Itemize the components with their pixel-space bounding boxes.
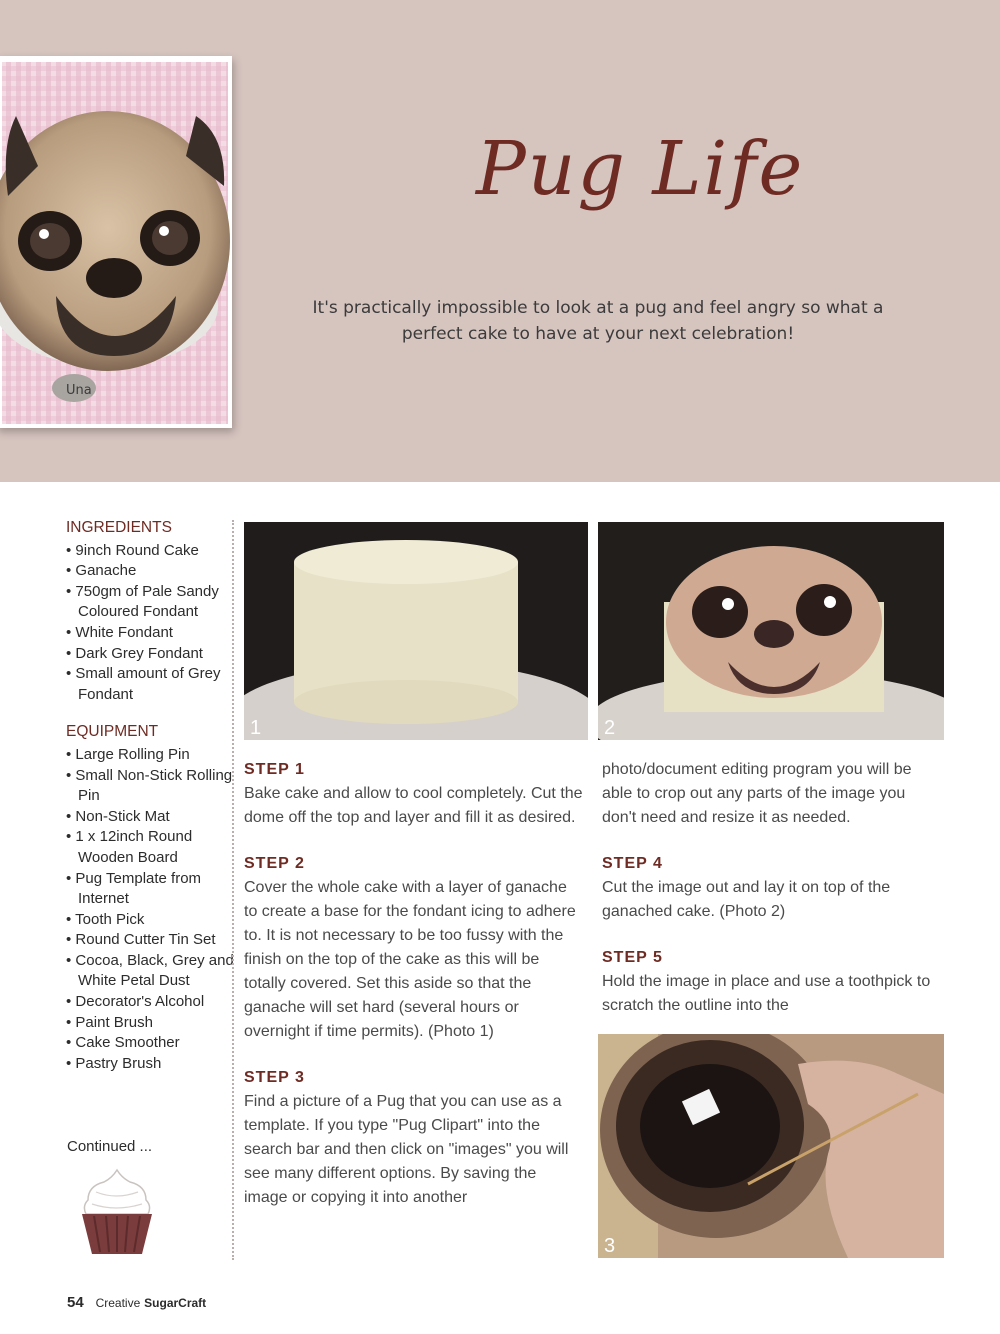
hero-pug-cake-photo [0, 56, 232, 428]
steps-column-right [602, 758, 942, 1018]
intro-text: It's practically impossible to look at a pug and feel angry so what a perfect cake to have at your next celebration! [312, 298, 884, 344]
equipment-item: • Pastry Brush [66, 1054, 236, 1075]
steps-column-left [244, 758, 584, 1210]
equipment-item: • Decorator's Alcohol [66, 992, 236, 1013]
step-5-text: Hold the image in place and use a toothpick to scratch the outline into the [602, 973, 931, 1014]
ingredient-item: • Small amount of Grey Fondant [66, 664, 236, 705]
equipment-item: • Paint Brush [66, 1013, 236, 1034]
equipment-item: • 1 x 12inch Round Wooden Board [66, 827, 236, 868]
cupcake-icon [76, 1166, 158, 1262]
page-number: 54 [67, 1294, 84, 1311]
photo-number: 2 [604, 717, 616, 739]
step-3-heading: STEP 3 [244, 1069, 305, 1086]
step-2-text: Cover the whole cake with a layer of ganache to create a base for the fondant icing to adhere to. It is not necessary to be too fussy with the finish on the top of the cake as this will be totally covered. Set this aside so that the ganache will set hard (several hours or overnight if time permits). (Photo 1) [244, 879, 576, 1040]
column-divider [232, 520, 234, 1260]
step-3-text: Find a picture of a Pug that you can use as a template. If you type "Pug Clipart" into the search bar and then click on "images" you will see many different options. By saving the image or copying it into another [244, 1093, 569, 1206]
step-1-text: Bake cake and allow to cool completely. Cut the dome off the top and layer and fill it as desired. [244, 785, 583, 826]
equipment-item: • Pug Template from Internet [66, 869, 236, 910]
photo-2-pug-template [598, 522, 944, 740]
step-5-heading: STEP 5 [602, 949, 663, 966]
photo-1-ganache-cake [244, 522, 588, 740]
step-2-heading: STEP 2 [244, 855, 305, 872]
equipment-heading: EQUIPMENT [66, 723, 159, 741]
footer-brand-creative: Creative [95, 1296, 141, 1310]
photo-number: 1 [250, 717, 262, 739]
page-title: Pug Life [476, 126, 805, 212]
step-4-heading: STEP 4 [602, 855, 663, 872]
page-footer [67, 1294, 206, 1311]
ingredient-item: • Dark Grey Fondant [66, 644, 236, 665]
step-3-continued-text: photo/document editing program you will be able to crop out any parts of the image you don't need and resize it as needed. [602, 761, 912, 826]
equipment-list [66, 745, 236, 1075]
sidebar [66, 518, 236, 1074]
ingredient-item: • Ganache [66, 561, 236, 582]
continued-note: Continued ... [67, 1138, 153, 1155]
photo-3-toothpick-outline [598, 1034, 944, 1258]
equipment-item: • Cake Smoother [66, 1033, 236, 1054]
ingredient-item: • White Fondant [66, 623, 236, 644]
step-1-heading: STEP 1 [244, 761, 305, 778]
equipment-item: • Non-Stick Mat [66, 807, 236, 828]
step-4-text: Cut the image out and lay it on top of the ganached cake. (Photo 2) [602, 879, 891, 920]
footer-brand-sugarcraft: SugarCraft [144, 1296, 207, 1310]
equipment-item: • Small Non-Stick Rolling Pin [66, 766, 236, 807]
ingredient-item: • 750gm of Pale Sandy Coloured Fondant [66, 582, 236, 623]
equipment-item: • Large Rolling Pin [66, 745, 236, 766]
ingredients-heading: INGREDIENTS [66, 519, 172, 536]
equipment-item: • Tooth Pick [66, 910, 236, 931]
header-banner [0, 0, 1000, 482]
ingredient-item: • 9inch Round Cake [66, 541, 236, 562]
photo-number: 3 [604, 1235, 616, 1257]
equipment-item: • Cocoa, Black, Grey and White Petal Dust [66, 951, 236, 992]
ingredients-list [66, 541, 236, 706]
equipment-item: • Round Cutter Tin Set [66, 930, 236, 951]
name-tag-text: Una [66, 383, 92, 398]
